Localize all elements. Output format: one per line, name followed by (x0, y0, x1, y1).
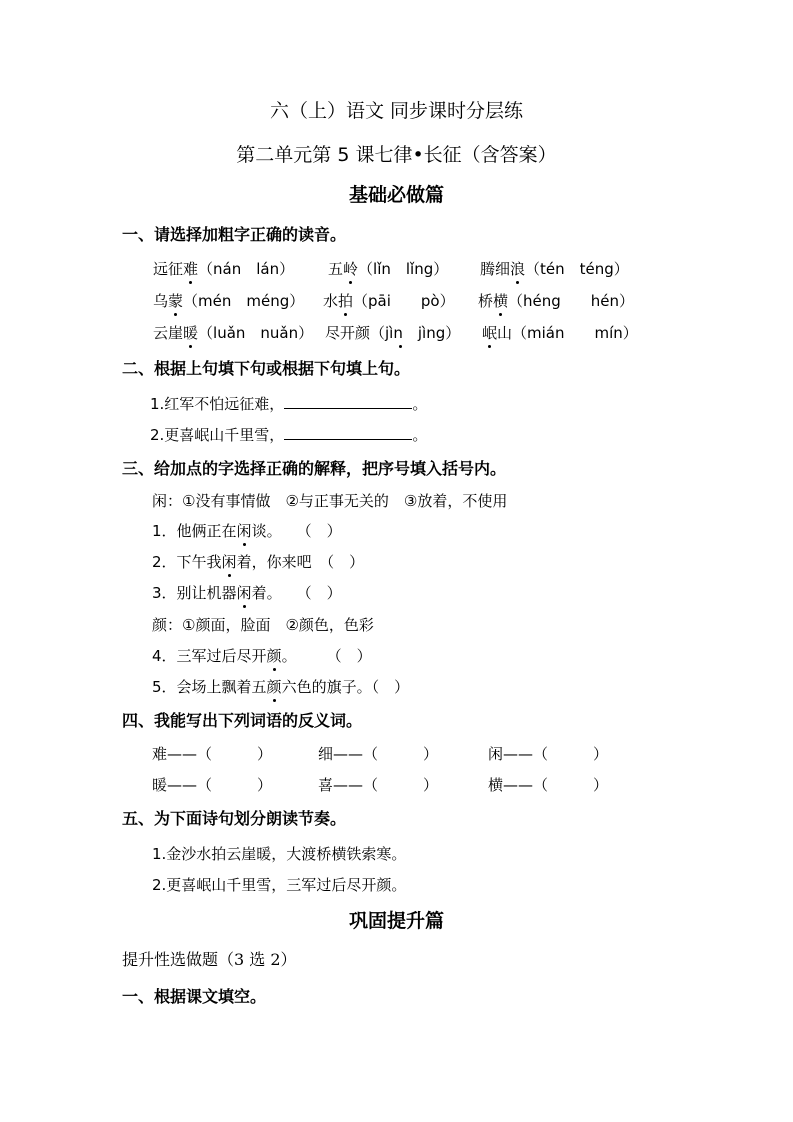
pinyin-item: 远征难（nán lán） (153, 260, 295, 278)
lesson-title: 第二单元第 5 课七律•长征（含答案） (236, 144, 557, 166)
q3-item: 4．三军过后尽开颜。 （ ） (152, 647, 372, 665)
pinyin-item: 云崖暖（luǎn nuǎn） (153, 324, 314, 342)
pinyin-item: 五岭（lǐn lǐng） (328, 260, 449, 278)
q3-item: 3．别让机器闲着。 （ ） (152, 584, 342, 602)
section-title-advanced: 巩固提升篇 (348, 910, 444, 932)
pinyin-item: 桥横（héng hén） (478, 292, 635, 310)
optional-subtitle: 提升性选做题（3 选 2） (122, 950, 297, 969)
pinyin-item: 乌蒙（mén méng） (153, 292, 305, 310)
q3-heading: 三、给加点的字选择正确的解释，把序号填入括号内。 (122, 459, 507, 478)
pinyin-item: 水拍（pāi pò） (323, 292, 455, 310)
section-title-basic: 基础必做篇 (348, 184, 444, 206)
advanced-q1-heading: 一、根据课文填空。 (122, 987, 267, 1006)
pinyin-item: 腾细浪（tén téng） (480, 260, 629, 278)
fill-line-2: 2.更喜岷山千里雪， 。 (150, 426, 428, 444)
answer-blank[interactable] (284, 426, 412, 440)
pinyin-item: 尽开颜（jìn jìng） (325, 324, 461, 342)
doc-title: 六（上）语文 同步课时分层练 (269, 100, 524, 122)
poem-line-2: 2.更喜岷山千里雪，三军过后尽开颜。 (152, 876, 407, 894)
q4-heading: 四、我能写出下列词语的反义词。 (122, 711, 363, 730)
q3-item: 5．会场上飘着五颜六色的旗子。（ ） (152, 678, 410, 696)
q2-heading: 二、根据上句填下句或根据下句填上句。 (122, 359, 411, 378)
q3-item: 2．下午我闲着，你来吧 （ ） (152, 553, 365, 571)
pinyin-item: 岷山（mián mín） (482, 324, 638, 342)
antonym-item: 细——（ ） (318, 745, 439, 763)
answer-blank[interactable] (284, 395, 412, 409)
poem-line-1: 1.金沙水拍云崖暖，大渡桥横铁索寒。 (152, 845, 407, 863)
fill-line-1: 1.红军不怕远征难， 。 (150, 395, 428, 413)
definition-xian: 闲：①没有事情做 ②与正事无关的 ③放着，不使用 (152, 492, 508, 510)
antonym-item: 难——（ ） (152, 745, 273, 763)
q3-item: 1．他俩正在闲谈。 （ ） (152, 522, 342, 540)
q1-heading: 一、请选择加粗字正确的读音。 (122, 225, 347, 244)
antonym-item: 暖——（ ） (152, 776, 273, 794)
q5-heading: 五、为下面诗句划分朗读节奏。 (122, 809, 347, 828)
antonym-item: 横——（ ） (488, 776, 609, 794)
definition-yan: 颜：①颜面，脸面 ②颜色，色彩 (152, 616, 374, 634)
antonym-item: 喜——（ ） (318, 776, 439, 794)
antonym-item: 闲——（ ） (488, 745, 609, 763)
